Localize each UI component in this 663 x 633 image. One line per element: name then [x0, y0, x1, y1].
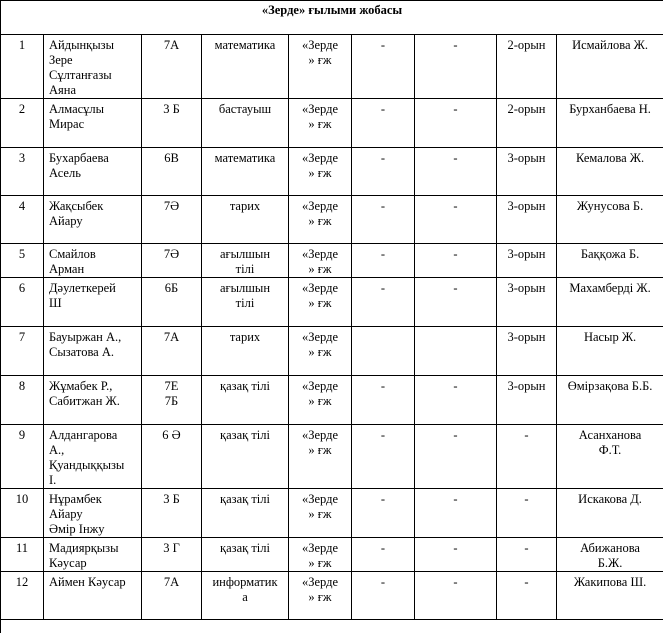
table-row — [1, 327, 663, 376]
subject — [202, 99, 289, 148]
subject-line: математика — [202, 38, 288, 53]
row-number: 6 — [1, 278, 44, 327]
project-name-line: «Зерде — [289, 575, 351, 590]
project-name-line: » ғж — [289, 443, 351, 458]
table-row — [1, 35, 663, 99]
project-name-line: «Зерде — [289, 281, 351, 296]
teacher-name — [557, 196, 663, 244]
student-name-line: Зере — [49, 53, 139, 68]
project-name-line: «Зерде — [289, 330, 351, 345]
student-name-line: Айару — [49, 507, 139, 522]
subject-line: ағылшын — [202, 281, 288, 296]
student-name — [44, 278, 142, 327]
class-grade — [142, 244, 202, 278]
teacher-name-line: Искакова Д. — [557, 492, 663, 507]
place-award: 3-орын — [497, 148, 557, 196]
student-name-line: Алдангарова — [49, 428, 139, 443]
project-name — [289, 327, 352, 376]
project-name-line: » ғж — [289, 394, 351, 409]
table-row — [1, 572, 663, 620]
row-number: 3 — [1, 148, 44, 196]
table-row — [1, 489, 663, 538]
teacher-name — [557, 538, 663, 572]
student-name-line: Жақсыбек — [49, 199, 139, 214]
project-name-line: » ғж — [289, 507, 351, 522]
student-name — [44, 196, 142, 244]
table-row — [1, 538, 663, 572]
teacher-name — [557, 376, 663, 425]
row-number: 10 — [1, 489, 44, 538]
result-column-6: - — [415, 244, 497, 278]
student-name-line: Жұмабек Р., — [49, 379, 139, 394]
class-grade — [142, 572, 202, 620]
result-column-6: - — [415, 376, 497, 425]
subject-line: математика — [202, 151, 288, 166]
subject-line: тілі — [202, 296, 288, 311]
teacher-name-line: Жунусова Б. — [557, 199, 663, 214]
class-grade — [142, 425, 202, 489]
result-column-5: - — [352, 425, 415, 489]
row-number: 9 — [1, 425, 44, 489]
result-column-6 — [415, 327, 497, 376]
teacher-name-line: Кемалова Ж. — [557, 151, 663, 166]
class-grade — [142, 196, 202, 244]
teacher-name-line: Баққожа Б. — [557, 247, 663, 262]
table-row — [1, 278, 663, 327]
result-column-6: - — [415, 196, 497, 244]
table-row — [1, 148, 663, 196]
class-grade-line: 6Б — [142, 281, 201, 296]
result-column-5: - — [352, 538, 415, 572]
table-row — [1, 196, 663, 244]
row-number: 12 — [1, 572, 44, 620]
student-name — [44, 376, 142, 425]
class-grade-line: 3 Б — [142, 102, 201, 117]
class-grade-line: 7А — [142, 38, 201, 53]
student-name — [44, 327, 142, 376]
student-name — [44, 425, 142, 489]
class-grade-line: 7А — [142, 575, 201, 590]
subject-line: қазақ тілі — [202, 541, 288, 556]
student-name-line: Әмір Інжу — [49, 522, 139, 537]
project-name-line: » ғж — [289, 262, 351, 277]
student-name — [44, 99, 142, 148]
row-number: 7 — [1, 327, 44, 376]
result-column-5: - — [352, 489, 415, 538]
result-column-5: - — [352, 278, 415, 327]
place-award: 3-орын — [497, 244, 557, 278]
class-grade — [142, 538, 202, 572]
place-award: - — [497, 489, 557, 538]
place-award: 2-орын — [497, 35, 557, 99]
subject-line: а — [202, 590, 288, 605]
student-name-line: Сабитжан Ж. — [49, 394, 139, 409]
project-name — [289, 99, 352, 148]
student-name — [44, 244, 142, 278]
subject — [202, 572, 289, 620]
subject-line: тарих — [202, 330, 288, 345]
teacher-name — [557, 572, 663, 620]
class-grade — [142, 278, 202, 327]
footer-row — [1, 620, 663, 633]
place-award: 2-орын — [497, 99, 557, 148]
result-column-6: - — [415, 148, 497, 196]
student-name-line: Мадиярқызы — [49, 541, 139, 556]
row-number: 5 — [1, 244, 44, 278]
place-award: 3-орын — [497, 327, 557, 376]
class-grade — [142, 376, 202, 425]
project-name-line: «Зерде — [289, 247, 351, 262]
student-name-line: А., — [49, 443, 139, 458]
class-grade-line: 7Е — [142, 379, 201, 394]
subject-line: қазақ тілі — [202, 379, 288, 394]
student-name — [44, 489, 142, 538]
table-row — [1, 425, 663, 489]
student-name-line: Бауыржан А., — [49, 330, 139, 345]
project-name — [289, 196, 352, 244]
teacher-name — [557, 489, 663, 538]
project-name — [289, 538, 352, 572]
project-name-line: «Зерде — [289, 38, 351, 53]
student-name — [44, 538, 142, 572]
place-award: - — [497, 425, 557, 489]
result-column-5: - — [352, 376, 415, 425]
student-name-line: І. — [49, 473, 139, 488]
row-number: 2 — [1, 99, 44, 148]
teacher-name-line: Исмайлова Ж. — [557, 38, 663, 53]
result-column-5: - — [352, 572, 415, 620]
project-name — [289, 244, 352, 278]
class-grade-line: 6 Ә — [142, 428, 201, 443]
project-name — [289, 572, 352, 620]
subject — [202, 196, 289, 244]
student-name-line: Кәусар — [49, 556, 139, 571]
project-name — [289, 278, 352, 327]
place-award: - — [497, 538, 557, 572]
student-name-line: Қуандыққызы — [49, 458, 139, 473]
result-column-5 — [352, 327, 415, 376]
project-name-line: » ғж — [289, 590, 351, 605]
project-name — [289, 425, 352, 489]
table-row — [1, 99, 663, 148]
subject — [202, 376, 289, 425]
student-name-line: Асель — [49, 166, 139, 181]
student-name-line: Мирас — [49, 117, 139, 132]
teacher-name — [557, 148, 663, 196]
student-name-line: Смайлов — [49, 247, 139, 262]
result-column-6: - — [415, 35, 497, 99]
teacher-name — [557, 99, 663, 148]
class-grade-line: 7Ә — [142, 247, 201, 262]
project-name-line: » ғж — [289, 345, 351, 360]
project-name-line: «Зерде — [289, 102, 351, 117]
project-name — [289, 148, 352, 196]
class-grade — [142, 35, 202, 99]
class-grade — [142, 99, 202, 148]
subject — [202, 278, 289, 327]
teacher-name — [557, 244, 663, 278]
subject-line: тілі — [202, 262, 288, 277]
teacher-name-line: Өмірзақова Б.Б. — [557, 379, 663, 394]
teacher-name — [557, 327, 663, 376]
class-grade-line: 3 Г — [142, 541, 201, 556]
class-grade-line: 7Ә — [142, 199, 201, 214]
class-grade — [142, 327, 202, 376]
result-column-6: - — [415, 489, 497, 538]
row-number: 1 — [1, 35, 44, 99]
subject — [202, 35, 289, 99]
project-name-line: » ғж — [289, 556, 351, 571]
place-award: - — [497, 572, 557, 620]
row-number: 4 — [1, 196, 44, 244]
subject — [202, 489, 289, 538]
student-name-line: Айару — [49, 214, 139, 229]
class-grade — [142, 148, 202, 196]
class-grade-line: 7А — [142, 330, 201, 345]
student-name-line: Алмасұлы — [49, 102, 139, 117]
result-column-5: - — [352, 99, 415, 148]
project-name — [289, 376, 352, 425]
student-name-line: Аяна — [49, 83, 139, 98]
row-number: 11 — [1, 538, 44, 572]
place-award: 3-орын — [497, 376, 557, 425]
subject-line: тарих — [202, 199, 288, 214]
footer-cell — [1, 620, 663, 633]
subject — [202, 148, 289, 196]
subject — [202, 327, 289, 376]
student-name-line: Айдынқызы — [49, 38, 139, 53]
table-row — [1, 244, 663, 278]
class-grade-line: 7Б — [142, 394, 201, 409]
subject-line: қазақ тілі — [202, 492, 288, 507]
project-name-line: «Зерде — [289, 492, 351, 507]
teacher-name-line: Жакипова Ш. — [557, 575, 663, 590]
result-column-6: - — [415, 425, 497, 489]
class-grade — [142, 489, 202, 538]
project-name-line: » ғж — [289, 117, 351, 132]
project-name-line: » ғж — [289, 166, 351, 181]
teacher-name-line: Бурханбаева Н. — [557, 102, 663, 117]
place-award: 3-орын — [497, 196, 557, 244]
subject — [202, 538, 289, 572]
subject-line: информатик — [202, 575, 288, 590]
result-column-6: - — [415, 99, 497, 148]
project-name-line: » ғж — [289, 296, 351, 311]
project-name-line: «Зерде — [289, 379, 351, 394]
subject — [202, 244, 289, 278]
teacher-name-line: Асанханова — [557, 428, 663, 443]
project-name — [289, 35, 352, 99]
teacher-name-line: Насыр Ж. — [557, 330, 663, 345]
result-column-5: - — [352, 244, 415, 278]
place-award: 3-орын — [497, 278, 557, 327]
class-grade-line: 6В — [142, 151, 201, 166]
student-name-line: Нұрамбек — [49, 492, 139, 507]
result-column-6: - — [415, 572, 497, 620]
teacher-name — [557, 425, 663, 489]
project-name-line: » ғж — [289, 214, 351, 229]
student-name-line: Ш — [49, 296, 139, 311]
teacher-name-line: Б.Ж. — [557, 556, 663, 571]
result-column-5: - — [352, 196, 415, 244]
result-column-6: - — [415, 278, 497, 327]
project-name-line: «Зерде — [289, 199, 351, 214]
subject — [202, 425, 289, 489]
teacher-name-line: Ф.Т. — [557, 443, 663, 458]
project-name — [289, 489, 352, 538]
student-name-line: Арман — [49, 262, 139, 277]
title-row — [1, 1, 663, 35]
project-name-line: «Зерде — [289, 541, 351, 556]
project-name-line: » ғж — [289, 53, 351, 68]
student-name-line: Сұлтанғазы — [49, 68, 139, 83]
table-row — [1, 376, 663, 425]
student-name-line: Сызатова А. — [49, 345, 139, 360]
subject-line: ағылшын — [202, 247, 288, 262]
student-name-line: Бухарбаева — [49, 151, 139, 166]
student-name — [44, 572, 142, 620]
student-name-line: Дәулеткерей — [49, 281, 139, 296]
table-title: «Зерде» ғылыми жобасы — [1, 1, 663, 35]
teacher-name — [557, 278, 663, 327]
class-grade-line: 3 Б — [142, 492, 201, 507]
teacher-name-line: Махамберді Ж. — [557, 281, 663, 296]
subject-line: қазақ тілі — [202, 428, 288, 443]
result-column-6: - — [415, 538, 497, 572]
teacher-name — [557, 35, 663, 99]
row-number: 8 — [1, 376, 44, 425]
subject-line: бастауыш — [202, 102, 288, 117]
project-name-line: «Зерде — [289, 428, 351, 443]
result-column-5: - — [352, 35, 415, 99]
student-name-line: Аймен Кәусар — [49, 575, 139, 590]
project-name-line: «Зерде — [289, 151, 351, 166]
student-name — [44, 148, 142, 196]
result-column-5: - — [352, 148, 415, 196]
teacher-name-line: Абижанова — [557, 541, 663, 556]
student-name — [44, 35, 142, 99]
